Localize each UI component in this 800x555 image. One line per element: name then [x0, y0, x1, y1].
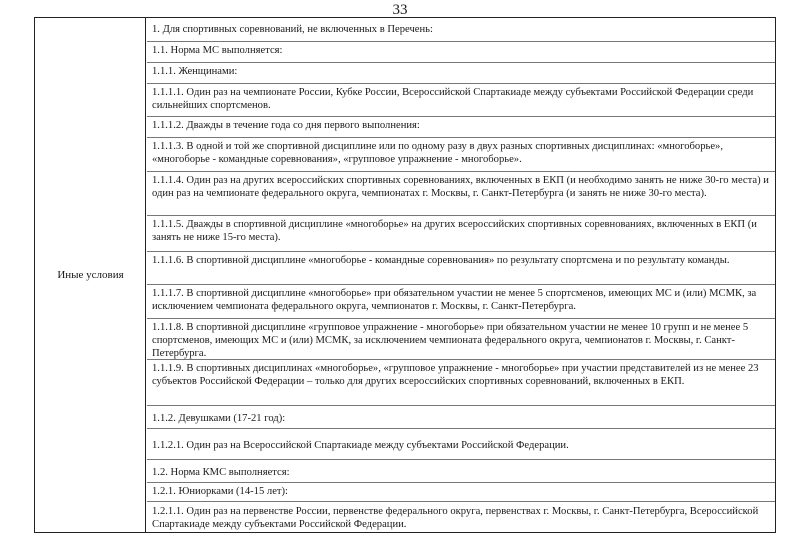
table-row: 1.2.1. Юниорками (14-15 лет):: [147, 483, 775, 502]
page-number: 33: [392, 2, 408, 18]
requirements-table: [34, 17, 776, 533]
table-row: 1.1.1.4. Один раз на других всероссийских спортивных соревнованиях, включенных в ЕКП (и необходимо занять не ниже 30-го места) и один раз на чемпионате федерального округа, чемпионатах г. Москвы, г. Санкт-Петербурга (и занять не ниже 30-го места).: [147, 172, 775, 216]
table-label-cell: [35, 18, 146, 532]
table-row: 1. Для спортивных соревнований, не включенных в Перечень:: [147, 18, 775, 42]
table-row: 1.1.1.6. В спортивной дисциплине «многоборье - командные соревнования» по результату спортсмена и по результату команды.: [147, 252, 775, 285]
table-row: 1.1.1.8. В спортивной дисциплине «групповое упражнение - многоборье» при обязательном участии не менее 10 групп и не менее 5 спортсменов, имеющих МС и (или) МСМК, за исключением чемпионата федерального округа, чемпионатов г. Москвы, г. Санкт-Петербурга.: [147, 319, 775, 360]
table-row: 1.1.1. Женщинами:: [147, 63, 775, 84]
table-row: 1.1.2. Девушками (17-21 год):: [147, 406, 775, 429]
table-row: 1.1.1.7. В спортивной дисциплине «многоборье» при обязательном участии не менее 5 спортсменов, имеющих МС и (или) МСМК, за исключением чемпионата федерального округа, чемпионатов г. Москвы, г. Санкт-Петербурга.: [147, 285, 775, 319]
table-row: 1.1.1.2. Дважды в течение года со дня первого выполнения:: [147, 117, 775, 138]
table-row: 1.2. Норма КМС выполняется:: [147, 460, 775, 483]
table-row: 1.1.1.3. В одной и той же спортивной дисциплине или по одному разу в двух разных спортивных дисциплинах: «многоборье», «многоборье - командные соревнования», «групповое упражнение - многоборье».: [147, 138, 775, 172]
table-row: 1.1.1.5. Дважды в спортивной дисциплине «многоборье» на других всероссийских спортивных соревнованиях, включенных в ЕКП (и занять не ниже 15-го места).: [147, 216, 775, 252]
table-row: 1.1.1.1. Один раз на чемпионате России, Кубке России, Всероссийской Спартакиаде между субъектами Российской Федерации среди сильнейших спортсменов.: [147, 84, 775, 117]
table-row: 1.2.1.1. Один раз на первенстве России, первенстве федерального округа, первенствах г. Москвы, г. Санкт-Петербурга, Всероссийской Спартакиаде между субъектами Российской Федерации.: [152, 506, 759, 530]
table-row: 1.1.2.1. Один раз на Всероссийской Спартакиаде между субъектами Российской Федерации.: [147, 429, 775, 460]
table-row: 1.1.1.9. В спортивных дисциплинах «многоборье», «групповое упражнение - многоборье» при участии представителей из не менее 23 субъектов Российской Федерации – только для других всероссийских спортивных соревнований, включенных в ЕКП.: [147, 360, 775, 406]
table-content-cell: [147, 18, 775, 532]
other-conditions-label: Иные условия: [57, 269, 124, 281]
table-row: 1.1. Норма МС выполняется:: [147, 42, 775, 63]
